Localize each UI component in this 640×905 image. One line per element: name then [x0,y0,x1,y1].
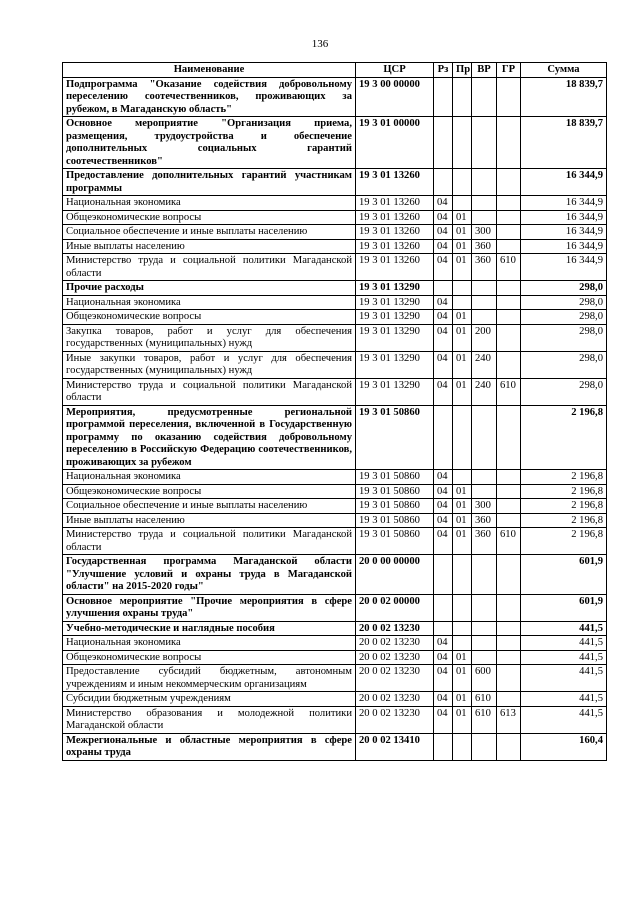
cell-gr [497,169,521,196]
table-row [63,351,607,378]
cell-pr: 01 [453,484,472,499]
table-row [63,324,607,351]
cell-csr: 19 3 01 13290 [356,378,434,405]
table-row [63,405,607,470]
table-row [63,706,607,733]
cell-sum: 601,9 [521,594,607,621]
cell-rz [434,281,453,296]
cell-gr: 610 [497,378,521,405]
table-row [63,225,607,240]
table-row [63,254,607,281]
cell-csr: 19 3 01 13260 [356,196,434,211]
header-sum: Сумма [521,63,607,78]
table-body [63,77,607,760]
cell-vr [472,733,497,760]
cell-name: Министерство труда и социальной политики Магаданской области [63,254,356,281]
cell-sum: 441,5 [521,665,607,692]
cell-rz: 04 [434,239,453,254]
cell-sum: 441,5 [521,636,607,651]
cell-sum: 298,0 [521,324,607,351]
cell-name: Основное мероприятие "Организация приема, размещения, трудоустройства и обеспечение дополнительных социальных гарантий соотечественников" [63,117,356,169]
cell-csr: 19 3 01 13290 [356,351,434,378]
cell-csr: 19 3 01 13260 [356,254,434,281]
cell-gr [497,470,521,485]
cell-vr [472,636,497,651]
cell-gr [497,621,521,636]
cell-rz [434,733,453,760]
cell-csr: 20 0 02 13230 [356,692,434,707]
cell-vr: 360 [472,239,497,254]
cell-name: Иные выплаты населению [63,513,356,528]
cell-pr [453,405,472,470]
cell-vr [472,594,497,621]
cell-rz: 04 [434,196,453,211]
page-number: 136 [311,38,329,50]
cell-sum: 16 344,9 [521,196,607,211]
cell-name: Общеэкономические вопросы [63,484,356,499]
cell-csr: 20 0 02 13230 [356,636,434,651]
cell-pr [453,117,472,169]
cell-name: Министерство труда и социальной политики Магаданской области [63,528,356,555]
cell-vr [472,310,497,325]
cell-rz: 04 [434,210,453,225]
cell-gr [497,196,521,211]
cell-csr: 20 0 02 00000 [356,594,434,621]
cell-pr [453,555,472,595]
table-row [63,210,607,225]
cell-name: Основное мероприятие "Прочие мероприятия в сфере улучшения охраны труда" [63,594,356,621]
cell-pr: 01 [453,499,472,514]
cell-gr [497,405,521,470]
cell-sum: 2 196,8 [521,528,607,555]
table-row [63,239,607,254]
cell-rz: 04 [434,706,453,733]
cell-pr: 01 [453,310,472,325]
cell-sum: 16 344,9 [521,169,607,196]
cell-name: Предоставление дополнительных гарантий участникам программы [63,169,356,196]
table-row [63,484,607,499]
cell-vr [472,77,497,117]
cell-name: Иные выплаты населению [63,239,356,254]
cell-sum: 441,5 [521,706,607,733]
cell-pr [453,169,472,196]
table-row [63,555,607,595]
cell-name: Государственная программа Магаданской области "Улучшение условий и охраны труда в Магаданской области" на 2015-2020 годы" [63,555,356,595]
cell-rz [434,555,453,595]
cell-pr: 01 [453,324,472,351]
cell-rz: 04 [434,310,453,325]
table-row [63,528,607,555]
cell-sum: 160,4 [521,733,607,760]
table-row [63,295,607,310]
cell-rz [434,621,453,636]
cell-csr: 19 3 01 00000 [356,117,434,169]
cell-name: Межрегиональные и областные мероприятия в сфере охраны труда [63,733,356,760]
cell-vr: 240 [472,378,497,405]
cell-vr: 360 [472,513,497,528]
cell-gr [497,225,521,240]
table-row [63,77,607,117]
cell-csr: 19 3 01 13260 [356,169,434,196]
cell-vr: 300 [472,225,497,240]
cell-gr [497,555,521,595]
cell-pr [453,77,472,117]
table-row [63,499,607,514]
cell-csr: 19 3 01 50860 [356,528,434,555]
cell-sum: 16 344,9 [521,225,607,240]
cell-name: Подпрограмма "Оказание содействия добровольному переселению соотечественников, проживающих за рубежом, в Магаданскую область" [63,77,356,117]
table-row [63,733,607,760]
cell-rz [434,117,453,169]
cell-sum: 298,0 [521,295,607,310]
cell-rz: 04 [434,254,453,281]
cell-vr: 360 [472,254,497,281]
header-vr: ВР [472,63,497,78]
cell-gr [497,117,521,169]
cell-name: Прочие расходы [63,281,356,296]
cell-gr [497,499,521,514]
cell-name: Национальная экономика [63,470,356,485]
cell-csr: 19 3 01 13290 [356,310,434,325]
cell-pr: 01 [453,351,472,378]
cell-vr [472,295,497,310]
cell-pr: 01 [453,650,472,665]
cell-pr [453,733,472,760]
cell-rz: 04 [434,665,453,692]
table-row [63,470,607,485]
cell-csr: 19 3 01 50860 [356,499,434,514]
cell-csr: 20 0 02 13230 [356,706,434,733]
cell-pr: 01 [453,706,472,733]
cell-pr: 01 [453,239,472,254]
cell-pr [453,594,472,621]
cell-csr: 19 3 01 13260 [356,239,434,254]
budget-table [62,62,607,761]
cell-name: Общеэкономические вопросы [63,650,356,665]
cell-sum: 2 196,8 [521,513,607,528]
cell-pr: 01 [453,378,472,405]
cell-name: Социальное обеспечение и иные выплаты населению [63,225,356,240]
cell-pr: 01 [453,254,472,281]
cell-gr: 610 [497,528,521,555]
cell-vr [472,470,497,485]
cell-vr [472,555,497,595]
cell-gr: 610 [497,254,521,281]
cell-csr: 19 3 01 13290 [356,281,434,296]
cell-rz: 04 [434,225,453,240]
cell-vr: 610 [472,706,497,733]
header-gr: ГР [497,63,521,78]
cell-sum: 441,5 [521,650,607,665]
cell-sum: 298,0 [521,310,607,325]
cell-name: Национальная экономика [63,196,356,211]
table-row [63,594,607,621]
cell-vr: 200 [472,324,497,351]
cell-gr [497,665,521,692]
cell-gr [497,324,521,351]
cell-rz: 04 [434,692,453,707]
cell-rz: 04 [434,351,453,378]
cell-pr: 01 [453,225,472,240]
cell-vr [472,621,497,636]
cell-name: Предоставление субсидий бюджетным, автономным учреждениям и иным некоммерческим организациям [63,665,356,692]
header-rz: Рз [434,63,453,78]
cell-gr [497,239,521,254]
cell-pr [453,470,472,485]
cell-vr [472,650,497,665]
cell-sum: 441,5 [521,621,607,636]
table-row [63,281,607,296]
cell-pr: 01 [453,210,472,225]
cell-csr: 19 3 01 50860 [356,405,434,470]
cell-pr: 01 [453,513,472,528]
table-row [63,621,607,636]
cell-name: Министерство образования и молодежной политики Магаданской области [63,706,356,733]
cell-name: Национальная экономика [63,636,356,651]
table-row [63,378,607,405]
cell-sum: 2 196,8 [521,405,607,470]
cell-gr: 613 [497,706,521,733]
cell-name: Субсидии бюджетным учреждениям [63,692,356,707]
cell-vr [472,281,497,296]
cell-gr [497,295,521,310]
cell-csr: 19 3 01 13290 [356,295,434,310]
table-row [63,636,607,651]
cell-vr [472,196,497,211]
cell-rz: 04 [434,513,453,528]
cell-rz [434,77,453,117]
cell-vr: 300 [472,499,497,514]
cell-gr [497,513,521,528]
cell-csr: 19 3 01 13290 [356,324,434,351]
cell-rz: 04 [434,650,453,665]
header-name: Наименование [63,63,356,78]
cell-gr [497,281,521,296]
cell-vr: 360 [472,528,497,555]
cell-name: Закупка товаров, работ и услуг для обеспечения государственных (муниципальных) нужд [63,324,356,351]
cell-sum: 16 344,9 [521,254,607,281]
cell-pr [453,621,472,636]
table-row [63,117,607,169]
cell-csr: 19 3 01 13260 [356,225,434,240]
cell-pr [453,295,472,310]
cell-name: Общеэкономические вопросы [63,310,356,325]
cell-rz: 04 [434,295,453,310]
cell-gr [497,484,521,499]
cell-gr [497,650,521,665]
cell-rz: 04 [434,378,453,405]
cell-rz: 04 [434,470,453,485]
cell-rz: 04 [434,499,453,514]
cell-name: Социальное обеспечение и иные выплаты населению [63,499,356,514]
cell-sum: 601,9 [521,555,607,595]
cell-vr [472,484,497,499]
cell-csr: 20 0 02 13230 [356,650,434,665]
cell-name: Мероприятия, предусмотренные региональной программой переселения, включенной в Государственную программу по оказанию содействия добровольному переселению в Российскую Федерацию соотечественников, проживающих за рубежом [63,405,356,470]
cell-sum: 18 839,7 [521,117,607,169]
cell-rz [434,169,453,196]
cell-sum: 16 344,9 [521,210,607,225]
table-row [63,665,607,692]
cell-rz [434,405,453,470]
cell-rz: 04 [434,324,453,351]
cell-pr: 01 [453,665,472,692]
cell-vr [472,117,497,169]
table-row [63,513,607,528]
header-csr: ЦСР [356,63,434,78]
cell-sum: 441,5 [521,692,607,707]
cell-csr: 20 0 00 00000 [356,555,434,595]
cell-gr [497,636,521,651]
cell-name: Общеэкономические вопросы [63,210,356,225]
cell-vr: 600 [472,665,497,692]
table-row [63,650,607,665]
cell-csr: 19 3 01 50860 [356,470,434,485]
cell-gr [497,210,521,225]
cell-rz [434,594,453,621]
table-header-row [63,63,607,78]
cell-vr [472,210,497,225]
cell-rz: 04 [434,484,453,499]
cell-gr [497,692,521,707]
cell-gr [497,594,521,621]
cell-sum: 298,0 [521,351,607,378]
header-pr: Пр [453,63,472,78]
table-row [63,169,607,196]
cell-vr: 610 [472,692,497,707]
cell-sum: 2 196,8 [521,499,607,514]
cell-name: Иные закупки товаров, работ и услуг для обеспечения государственных (муниципальных) нужд [63,351,356,378]
cell-pr [453,636,472,651]
cell-rz: 04 [434,528,453,555]
table-row [63,196,607,211]
cell-sum: 16 344,9 [521,239,607,254]
cell-name: Учебно-методические и наглядные пособия [63,621,356,636]
cell-sum: 18 839,7 [521,77,607,117]
cell-pr: 01 [453,692,472,707]
cell-pr [453,196,472,211]
cell-sum: 298,0 [521,281,607,296]
cell-csr: 20 0 02 13410 [356,733,434,760]
cell-gr [497,351,521,378]
cell-gr [497,77,521,117]
cell-gr [497,733,521,760]
cell-pr [453,281,472,296]
cell-csr: 20 0 02 13230 [356,621,434,636]
cell-pr: 01 [453,528,472,555]
cell-name: Министерство труда и социальной политики Магаданской области [63,378,356,405]
cell-vr: 240 [472,351,497,378]
cell-csr: 19 3 01 13260 [356,210,434,225]
cell-rz: 04 [434,636,453,651]
cell-sum: 298,0 [521,378,607,405]
table-row [63,692,607,707]
cell-csr: 19 3 00 00000 [356,77,434,117]
cell-name: Национальная экономика [63,295,356,310]
cell-csr: 19 3 01 50860 [356,513,434,528]
cell-sum: 2 196,8 [521,470,607,485]
cell-vr [472,405,497,470]
cell-vr [472,169,497,196]
cell-csr: 19 3 01 50860 [356,484,434,499]
cell-sum: 2 196,8 [521,484,607,499]
table-row [63,310,607,325]
cell-csr: 20 0 02 13230 [356,665,434,692]
cell-gr [497,310,521,325]
